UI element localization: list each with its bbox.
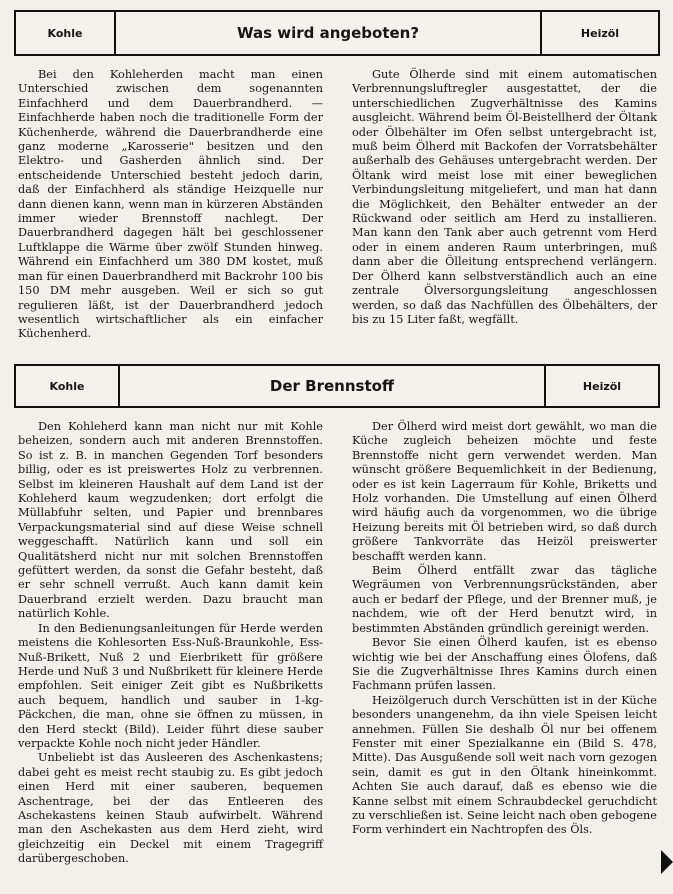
- oil-column-fuel: [352, 420, 657, 838]
- paragraph: Bevor Sie einen Ölherd kaufen, ist es ebenso wichtig wie bei der Anschaffung eines Ölofens, daß Sie die Zugverhältnisse Ihres Kamins durch einen Fachmann prüfen lassen.: [352, 636, 657, 693]
- coal-column-offer: [18, 68, 323, 342]
- coal-column-fuel: [18, 420, 323, 867]
- paragraph: In den Bedienungsanleitungen für Herde werden meistens die Kohlesorten Ess-Nuß-Braunkohle, Ess-Nuß-Brikett, Nuß 2 und Eierbrikett für größere Herde und Nuß 3 und Nußbrikett für kleinere Herde empfohlen. Seit einiger Zeit gibt es Nußbriketts auch bequem, handlich und sauber in 1-kg-Päckchen, die man, ohne sie öffnen zu müssen, in den Herd steckt (Bild). Leider führt diese sauber verpackte Kohle noch nicht jeder Händler.: [18, 621, 323, 750]
- paragraph: Der Ölherd wird meist dort gewählt, wo man die Küche zugleich beheizen möchte und feste Brennstoffe nicht gern verwendet werden. Man wünscht größere Bequemlichkeit in der Bedienung, oder es ist kein Lagerraum für Kohle, Briketts und Holz vorhanden. Die Umstellung auf einen Ölherd wird häufig auch da vorgenommen, wo die übrige Heizung bereits mit Öl betrieben wird, so daß durch größere Tankvorräte das Heizöl preiswerter beschafft werden kann.: [352, 420, 657, 563]
- section-header-fuel: [14, 364, 660, 408]
- header-label-oil: Heizöl: [582, 379, 622, 393]
- header-label-coal: Kohle: [47, 26, 83, 40]
- paragraph: Bei den Kohleherden macht man einen Unterschied zwischen dem sogenannten Einfachherd und dem Dauerbrandherd. — Einfachherde haben noch die traditionelle Form der Küchenherde, während die Dauerbrandherde eine ganz moderne „Karosserie" besitzen und den Elektro- und Gasherden ähnlich sind. Der entscheidende Unterschied besteht jedoch darin, daß der Einfachherd als ständige Heizquelle nur dann dienen kann, wenn man in kürzeren Abständen immer wieder Brennstoff nachlegt. Der Dauerbrandherd dagegen hält bei geschlossener Luftklappe die Wärme über zwölf Stunden hinweg. Während ein Einfachherd um 380 DM kostet, muß man für einen Dauerbrandherd mit Backrohr 100 bis 150 DM mehr ausgeben. Weil er sich so gut regulieren läßt, ist der Dauerbrandherd jedoch wesentlich wirtschaftlicher als ein einfacher Küchenherd.: [18, 68, 323, 341]
- paragraph: Beim Ölherd entfällt zwar das tägliche Wegräumen von Verbrennungsrückständen, aber auch er bedarf der Pflege, und der Brenner muß, je nachdem, wie oft der Herd benutzt wird, in bestimmten Abständen gründlich gereinigt werden.: [352, 564, 657, 635]
- section-header-offer: [14, 10, 660, 56]
- paragraph: Heizölgeruch durch Verschütten ist in der Küche besonders unangenehm, da ihn viele Speisen leicht annehmen. Füllen Sie deshalb Öl nur bei offenem Fenster mit einer Spezialkanne ein (Bild S. 478, Mitte). Das Ausgußende soll weit nach vorn gezogen sein, damit es gut in den Öltank hineinkommt. Achten Sie auch darauf, daß es ebenso wie die Kanne selbst mit einem Schraubdeckel geruchdicht zu verschließen ist. Seine leicht nach oben gebogene Form verhindert ein Nachtropfen des Öls.: [352, 693, 657, 837]
- paragraph: Unbeliebt ist das Ausleeren des Aschenkastens; dabei geht es meist recht staubig zu. Es gibt jedoch einen Herd mit einer sauberen, bequemen Aschentrage, bei der das Entleeren des Aschekastens keinen Staub aufwirbelt. Während man den Aschekasten aus dem Herd zieht, wird gleichzeitig ein Deckel mit einem Tragegriff darübergeschoben.: [18, 751, 323, 866]
- oil-column-offer: [352, 68, 657, 327]
- header-label-oil: Heizöl: [580, 26, 620, 40]
- section-title: Was wird angeboten?: [114, 12, 542, 54]
- paragraph: Gute Ölherde sind mit einem automatischen Verbrennungsluftregler ausgestattet, der die unterschiedlichen Zugverhältnisse des Kamins ausgleicht. Während beim Öl-Beistellherd der Öltank oder Ölbehälter im Ofen selbst untergebracht ist, muß beim Ölherd mit Backofen der Vorratsbehälter außerhalb des Gehäuses untergebracht werden. Der Öltank wird meist lose mit einer beweglichen Verbindungsleitung mitgeliefert, und man hat dann die Möglichkeit, den Behälter entweder an der Rückwand oder seitlich am Herd zu installieren. Man kann den Tank aber auch getrennt vom Herd oder in einem anderen Raum unterbringen, muß dann aber die Ölleitung entsprechend verlängern. Der Ölherd kann selbstverständlich auch an eine zentrale Ölversorgungsleitung angeschlossen werden, so daß das Nachfüllen des Ölbehälters, der bis zu 15 Liter faßt, wegfällt.: [352, 68, 657, 326]
- continue-arrow-icon: [661, 850, 673, 874]
- section-title: Der Brennstoff: [118, 366, 546, 406]
- header-label-coal: Kohle: [49, 379, 85, 393]
- paragraph: Den Kohleherd kann man nicht nur mit Kohle beheizen, sondern auch mit anderen Brennstoffen. So ist z. B. in manchen Gegenden Torf besonders billig, oder es ist preiswertes Holz zu verbrennen. Selbst im kleineren Haushalt auf dem Land ist der Kohleherd kaum wegzudenken; dort erfolgt die Müllabfuhr selten, und Papier und brennbares Verpackungsmaterial sind auf diese Weise schnell weggeschafft. Natürlich kann und soll ein Qualitätsherd nicht nur mit solchen Brennstoffen gefüttert werden, da sonst die Gefahr besteht, daß er sehr schnell verrußt. Auch kann damit kein Dauerbrand erzielt werden. Dazu braucht man natürlich Kohle.: [18, 420, 323, 621]
